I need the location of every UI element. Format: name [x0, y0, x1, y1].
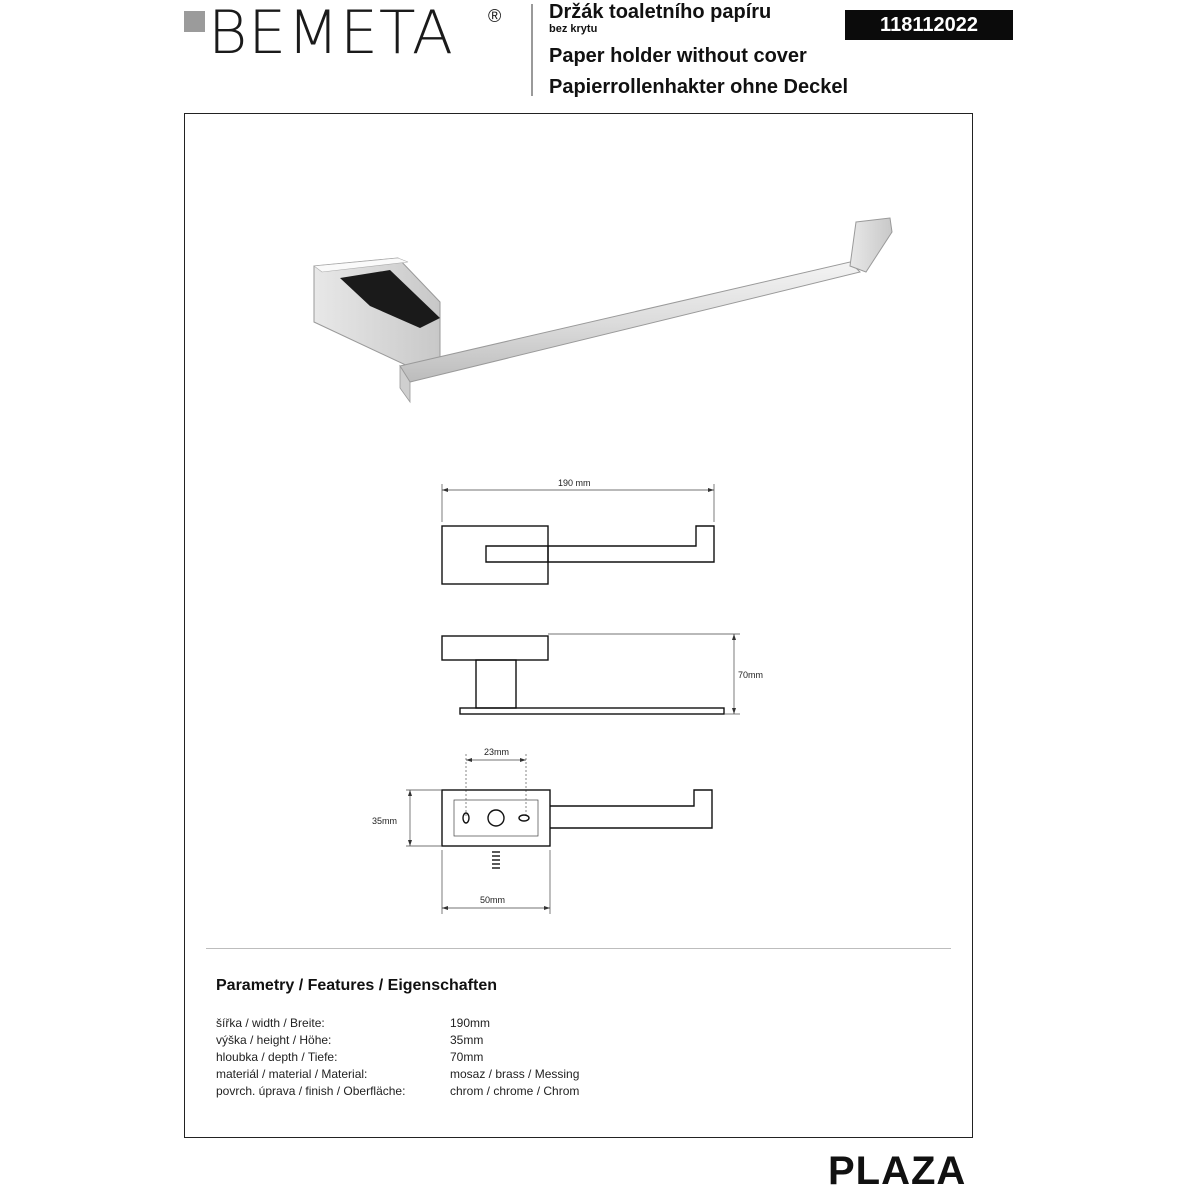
product-title-en: Paper holder without cover	[549, 45, 807, 67]
screw-icon	[492, 852, 500, 868]
header-separator	[531, 4, 533, 96]
spec-label: hloubka / depth / Tiefe:	[216, 1050, 338, 1064]
side-view-arm	[460, 708, 724, 714]
product-title-de: Papierrollenhakter ohne Deckel	[549, 76, 849, 98]
dim-arrow-left	[442, 488, 448, 492]
dim-holes-label: 23mm	[484, 747, 510, 757]
technical-drawing	[360, 470, 780, 920]
spec-label: šířka / width / Breite:	[216, 1016, 325, 1030]
product-code-badge: 118112022	[845, 10, 1013, 40]
product-subtitle-cz: bez krytu	[549, 23, 598, 35]
spec-label: výška / height / Höhe:	[216, 1033, 332, 1047]
series-name: PLAZA	[828, 1149, 967, 1193]
dim-base-width-label: 50mm	[480, 895, 506, 905]
brand-logo: BEMETA	[208, 0, 454, 68]
spec-value: mosaz / brass / Messing	[450, 1067, 580, 1081]
section-divider	[206, 948, 951, 949]
registered-mark: ®	[488, 6, 502, 26]
spec-label: povrch. úprava / finish / Oberfläche:	[216, 1084, 406, 1098]
spec-value: 70mm	[450, 1050, 484, 1064]
spec-label: materiál / material / Material:	[216, 1067, 368, 1081]
spec-value: chrom / chrome / Chrom	[450, 1084, 580, 1098]
product-photo	[300, 210, 900, 420]
features-title: Parametry / Features / Eigenschaften	[216, 977, 497, 994]
dim-width-label: 190 mm	[558, 478, 591, 488]
spec-value: 35mm	[450, 1033, 484, 1047]
logo-square-icon	[184, 11, 205, 32]
side-view-plate	[442, 636, 548, 660]
side-view-stem	[476, 660, 516, 708]
top-view-plate	[442, 526, 548, 584]
dim-arrow-right	[708, 488, 714, 492]
dim-height-label: 70mm	[738, 670, 764, 680]
top-view-arm	[486, 526, 714, 562]
product-title-cz: Držák toaletního papíru	[549, 1, 772, 23]
front-view-arm	[550, 790, 712, 828]
spec-value: 190mm	[450, 1016, 491, 1030]
front-view-plate	[442, 790, 550, 846]
dim-base-height-label: 35mm	[372, 816, 398, 826]
